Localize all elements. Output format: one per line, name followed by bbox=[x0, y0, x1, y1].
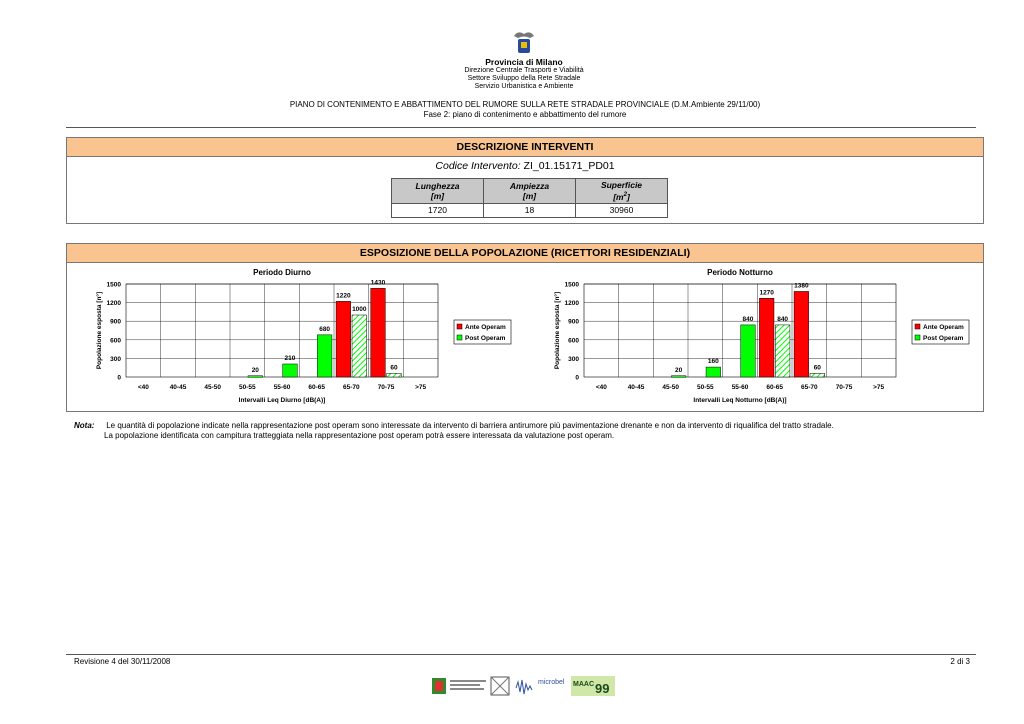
x-tick-label: <40 bbox=[137, 384, 149, 391]
chart-title: Periodo Diurno bbox=[253, 268, 311, 277]
chart-diurno bbox=[66, 262, 524, 410]
bar-ante bbox=[759, 298, 774, 377]
nota-line-1: Le quantità di popolazione indicate nella rappresentazione post operam sono interessate da intervento di barriera antirumore più pavimentazione drenante e non da intervento di riqualifica del tratto stradale. bbox=[106, 421, 834, 430]
x-tick-label: 60-65 bbox=[308, 384, 325, 391]
descrizione-section bbox=[66, 137, 984, 224]
col-lunghezza-unit: [m] bbox=[430, 191, 445, 201]
codice-intervento bbox=[67, 160, 983, 172]
y-tick-label: 1200 bbox=[564, 300, 579, 308]
revision-text: Revisione 4 del 30/11/2008 bbox=[74, 657, 171, 666]
x-axis-label: Intervalli Leq Notturno [dB(A)] bbox=[693, 397, 787, 404]
col-superficie-unit-sup: 2 bbox=[623, 192, 627, 199]
header-divider bbox=[66, 127, 976, 128]
maac99-logo bbox=[571, 676, 615, 696]
bar-post-hatched bbox=[775, 325, 790, 377]
plan-title: PIANO DI CONTENIMENTO E ABBATTIMENTO DEL RUMORE SULLA RETE STRADALE PROVINCIALE (D.M.Ambiente 29/11/00) bbox=[289, 100, 761, 109]
x-tick-label: 55-60 bbox=[731, 384, 749, 391]
nota-line-2: La popolazione identificata con campitura tratteggiata nella rappresentazione post operam potrà essere interessata da valutazione post operam. bbox=[104, 431, 615, 440]
codice-value: ZI_01.15171_PD01 bbox=[523, 160, 615, 172]
y-tick-label: 1200 bbox=[106, 300, 121, 308]
esposizione-title: ESPOSIZIONE DELLA POPOLAZIONE (RICETTORI RESIDENZIALI) bbox=[67, 244, 983, 263]
x-axis-label: Intervalli Leq Diurno [dB(A)] bbox=[238, 397, 326, 404]
bar-ante bbox=[794, 291, 809, 377]
x-tick-label: >75 bbox=[873, 384, 885, 391]
x-tick-label: 55-60 bbox=[273, 384, 291, 391]
maac-text: MAAC bbox=[573, 681, 594, 688]
y-tick-label: 300 bbox=[110, 355, 121, 363]
dept-line-3: Servizio Urbanistica e Ambiente bbox=[474, 83, 574, 90]
bar-post bbox=[671, 376, 686, 378]
data-label-post: 20 bbox=[675, 366, 683, 374]
consultant-logo-2 bbox=[490, 676, 510, 696]
data-label-post: 680 bbox=[319, 325, 331, 333]
bar-post bbox=[741, 325, 756, 377]
x-tick-label: <40 bbox=[595, 384, 607, 391]
x-tick-label: 40-45 bbox=[627, 384, 645, 391]
col-superficie-label: Superficie bbox=[600, 180, 643, 191]
bar-ante bbox=[371, 288, 386, 377]
footer-divider bbox=[66, 654, 976, 655]
chart-notturno bbox=[524, 262, 982, 410]
data-label-post: 1000 bbox=[352, 306, 367, 313]
data-label-post: 840 bbox=[777, 315, 789, 323]
data-label-ante: 1380 bbox=[794, 282, 809, 290]
x-tick-label: >75 bbox=[415, 384, 427, 391]
y-axis-label: Popolazione esposta [n°] bbox=[96, 291, 103, 370]
col-superficie-header bbox=[576, 179, 668, 204]
bar-post bbox=[317, 335, 332, 377]
legend-swatch bbox=[457, 335, 462, 340]
y-tick-label: 600 bbox=[568, 337, 579, 345]
bar-post bbox=[706, 367, 721, 377]
plot-area bbox=[126, 284, 438, 377]
length-value: 1720 bbox=[392, 204, 484, 218]
data-label-ante: 1220 bbox=[336, 292, 351, 300]
chart-title: Periodo Notturno bbox=[707, 268, 773, 277]
col-superficie-unit-pre: [m bbox=[613, 191, 624, 202]
x-tick-label: 65-70 bbox=[343, 384, 360, 391]
col-superficie-unit-post: ] bbox=[626, 191, 630, 202]
org-name: Provincia di Milano bbox=[485, 57, 563, 67]
x-tick-label: 60-65 bbox=[766, 384, 783, 391]
bar-ante bbox=[336, 301, 351, 377]
nota-label: Nota: bbox=[74, 421, 95, 430]
data-label-post: 20 bbox=[251, 366, 259, 374]
data-label-ante: 1270 bbox=[759, 289, 774, 297]
descrizione-title: DESCRIZIONE INTERVENTI bbox=[67, 138, 983, 157]
y-tick-label: 900 bbox=[110, 318, 121, 326]
area-value: 30960 bbox=[576, 204, 668, 218]
y-tick-label: 1500 bbox=[564, 281, 579, 289]
data-label-ante: 1430 bbox=[370, 279, 386, 287]
data-label-post: 210 bbox=[284, 354, 296, 362]
width-value: 18 bbox=[484, 204, 576, 218]
data-label-post: 60 bbox=[813, 364, 821, 372]
x-tick-label: 40-45 bbox=[169, 384, 187, 391]
x-tick-label: 45-50 bbox=[204, 384, 221, 391]
table-row bbox=[392, 204, 668, 218]
col-ampiezza-unit: [m] bbox=[522, 191, 537, 201]
x-tick-label: 50-55 bbox=[239, 384, 256, 391]
bar-post-hatched bbox=[810, 373, 825, 377]
plot-area bbox=[584, 284, 896, 377]
nota-block bbox=[74, 421, 974, 441]
microbel-logo-text: microbel bbox=[538, 679, 565, 686]
x-tick-label: 50-55 bbox=[697, 384, 714, 391]
y-axis-label: Popolazione esposta [n°] bbox=[554, 291, 561, 370]
bar-post bbox=[283, 364, 298, 377]
x-tick-label: 65-70 bbox=[801, 384, 818, 391]
bar-post-hatched bbox=[387, 373, 402, 377]
y-tick-label: 0 bbox=[117, 374, 121, 382]
legend-swatch bbox=[915, 335, 920, 340]
y-tick-label: 900 bbox=[568, 318, 579, 326]
bar-post-hatched bbox=[352, 315, 367, 377]
x-tick-label: 70-75 bbox=[377, 384, 395, 391]
x-tick-label: 70-75 bbox=[835, 384, 853, 391]
plan-phase: Fase 2: piano di contenimento e abbattimento del rumore bbox=[423, 110, 627, 119]
bar-post bbox=[248, 376, 263, 378]
microbel-logo bbox=[514, 676, 568, 696]
maac-99-text: 99 bbox=[595, 681, 610, 696]
col-ampiezza-header bbox=[484, 179, 576, 204]
col-ampiezza-label: Ampiezza bbox=[509, 181, 550, 191]
y-tick-label: 1500 bbox=[106, 281, 121, 289]
consultant-logo-1 bbox=[432, 676, 488, 696]
data-label-post: 840 bbox=[742, 315, 754, 323]
dept-line-2: Settore Sviluppo della Rete Stradale bbox=[467, 75, 581, 82]
col-lunghezza-label: Lunghezza bbox=[415, 181, 460, 191]
x-tick-label: 45-50 bbox=[662, 384, 679, 391]
dept-line-1: Direzione Centrale Trasporti e Viabilità bbox=[464, 67, 584, 74]
y-tick-label: 0 bbox=[575, 374, 579, 382]
legend-label: Ante Operam bbox=[923, 324, 964, 331]
data-label-post: 160 bbox=[707, 358, 719, 366]
col-lunghezza-header bbox=[392, 179, 484, 204]
dimensions-table bbox=[391, 178, 668, 218]
y-tick-label: 300 bbox=[568, 355, 579, 363]
codice-label: Codice Intervento: bbox=[435, 160, 521, 172]
data-label-post: 60 bbox=[390, 364, 398, 372]
page-number: 2 di 3 bbox=[950, 657, 970, 666]
legend-swatch bbox=[457, 324, 462, 329]
legend-label: Ante Operam bbox=[465, 324, 506, 331]
y-tick-label: 600 bbox=[110, 337, 121, 345]
legend-label: Post Operam bbox=[465, 335, 506, 342]
provincia-crest-logo bbox=[512, 30, 536, 56]
legend-swatch bbox=[915, 324, 920, 329]
legend-label: Post Operam bbox=[923, 335, 964, 342]
